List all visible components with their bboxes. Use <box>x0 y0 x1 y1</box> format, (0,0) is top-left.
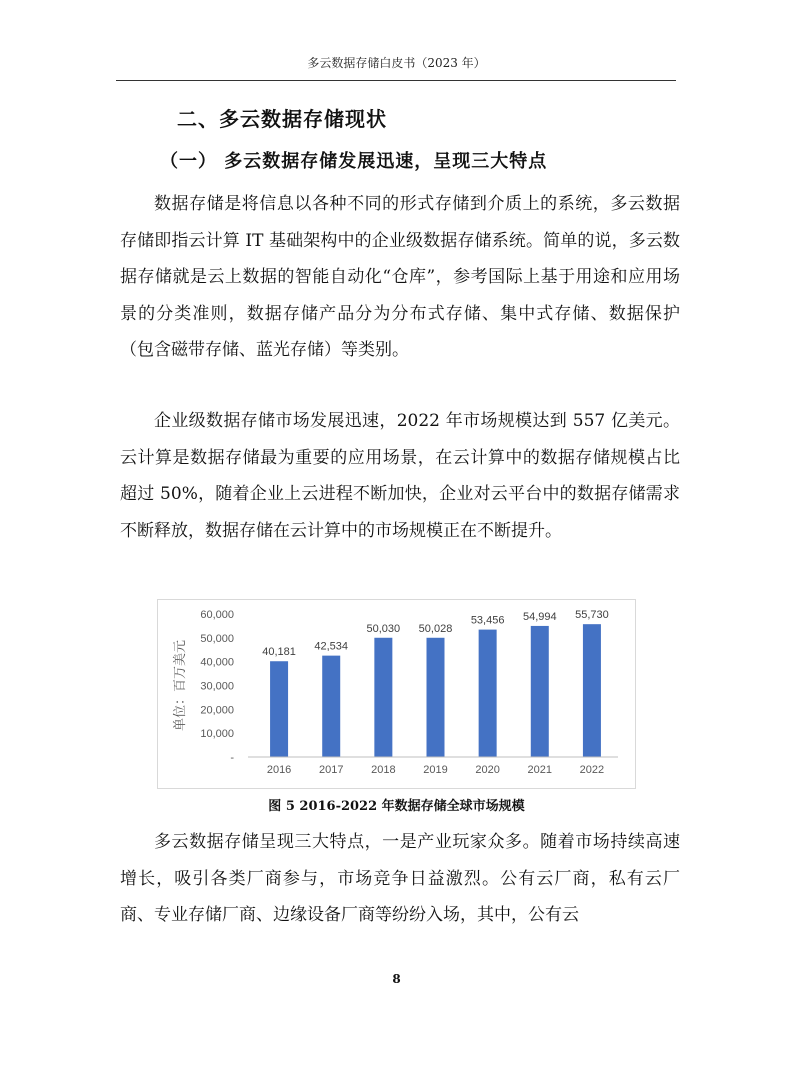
bar-2017 <box>322 656 340 757</box>
y-tick-label: - <box>230 752 234 764</box>
x-tick-label: 2017 <box>318 764 344 776</box>
bar-data-label: 40,181 <box>262 646 296 659</box>
subsection-heading: （一） 多云数据存储发展迅速，呈现三大特点 <box>160 151 548 172</box>
paragraph-3: 多云数据存储呈现三大特点，一是产业玩家众多。随着市场持续高速增长，吸引各类厂商参与，市场竞争日益激烈。公有云厂商，私有云厂商、专业存储厂商、边缘设备厂商等纷纷入场，其中，公有云 <box>120 832 680 926</box>
bar-data-label: 55,730 <box>575 609 609 622</box>
bar-2021 <box>531 626 549 757</box>
x-tick-label: 2020 <box>475 764 500 776</box>
paragraph-2: 企业级数据存储市场发展迅速，2022 年市场规模达到 557 亿美元。云计算是数据存储最为重要的应用场景，在云计算中的数据存储规模占比超过 50%，随着企业上云进程不断加快，企业对云平台中的数据存储需求不断释放，数据存储在云计算中的市场规模正在不断提升。 <box>120 411 680 541</box>
bar-data-label: 54,994 <box>522 610 557 623</box>
bar-2022 <box>583 624 601 757</box>
bar-2019 <box>427 638 445 757</box>
x-tick-label: 2021 <box>527 764 553 776</box>
y-axis-label: 单位：百万美元 <box>172 639 187 732</box>
y-tick-label: 30,000 <box>200 680 234 693</box>
bar-2018 <box>374 638 392 757</box>
market-size-bar-chart <box>158 600 635 788</box>
bar-data-label: 50,030 <box>366 622 401 635</box>
bar-2016 <box>270 661 288 757</box>
x-tick-label: 2019 <box>423 764 448 776</box>
bar-data-label: 50,028 <box>418 622 453 635</box>
figure-caption: 图 5 2016-2022 年数据存储全球市场规模 <box>268 799 525 814</box>
y-tick-label: 50,000 <box>200 632 234 645</box>
page-number: 8 <box>392 972 401 986</box>
running-header: 多云数据存储白皮书（2023 年） <box>307 56 486 70</box>
y-tick-label: 40,000 <box>200 656 234 669</box>
x-tick-label: 2016 <box>266 764 292 776</box>
x-tick-label: 2018 <box>371 764 396 776</box>
y-tick-label: 10,000 <box>200 728 234 741</box>
bar-2020 <box>479 630 497 757</box>
bar-data-label: 53,456 <box>470 614 505 627</box>
bar-data-label: 42,534 <box>314 640 349 653</box>
chart-frame <box>157 599 636 789</box>
x-tick-label: 2022 <box>579 764 605 776</box>
y-tick-label: 60,000 <box>200 609 234 621</box>
header-rule <box>116 80 676 81</box>
paragraph-1: 数据存储是将信息以各种不同的形式存储到介质上的系统，多云数据存储即指云计算 IT 基础架构中的企业级数据存储系统。简单的说，多云数据存储就是云上数据的智能自动化“仓库”，参考国际上基于用途和应用场景的分类准则，数据存储产品分为分布式存储、集中式存储、数据保护（包含磁带存储、蓝光存储）等类别。 <box>120 194 680 361</box>
section-heading: 二、多云数据存储现状 <box>177 107 387 131</box>
y-tick-label: 20,000 <box>200 704 234 717</box>
